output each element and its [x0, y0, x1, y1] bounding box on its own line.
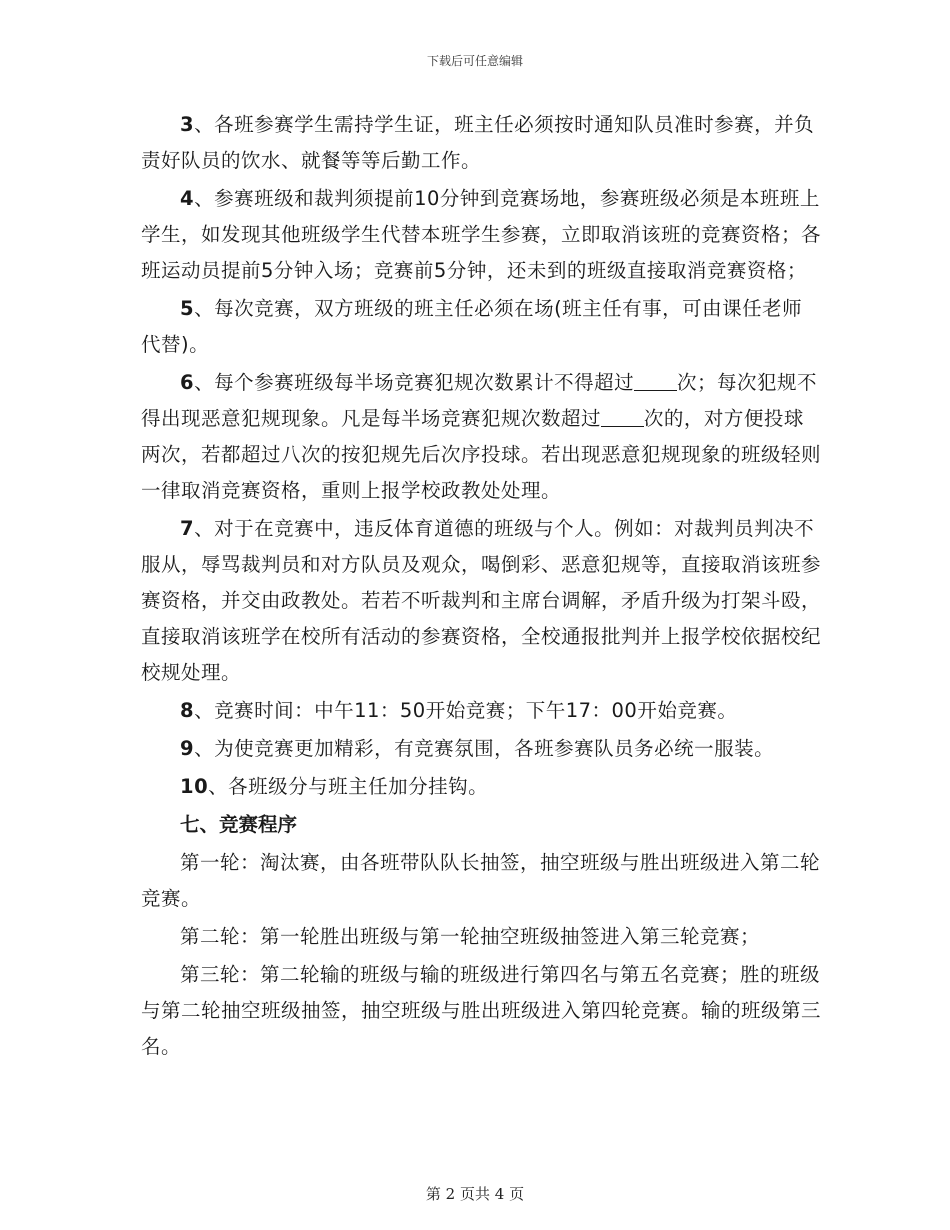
rule-3 [141, 107, 821, 179]
rule-text: 次的，对方便投球两次，若都超过八次的按犯规先后次序投球。若出现恶意犯规现象的班级轻则一律取消竞赛资格，重则上报学校政教处处理。 [141, 407, 822, 502]
rule-text: 、每次竞赛，双方班级的班主任必须在场(班主任有事，可由课任老师代替)。 [141, 297, 803, 356]
rule-number: 9 [180, 737, 195, 760]
rule-5 [141, 291, 821, 363]
document-body [141, 107, 821, 1065]
rule-4 [141, 181, 821, 289]
round-2: 第二轮：第一轮胜出班级与第一轮抽空班级抽签进入第三轮竞赛； [180, 925, 761, 948]
round-3: 第三轮：第二轮输的班级与输的班级进行第四名与第五名竞赛；胜的班级与第二轮抽空班级抽签，抽空班级与胜出班级进入第四轮竞赛。输的班级第三名。 [141, 963, 822, 1058]
rule-9 [141, 731, 821, 767]
rule-text: 、每个参赛班级每半场竞赛犯规次数累计不得超过 [194, 371, 635, 394]
fill-in-blank [601, 407, 644, 428]
rule-text: 、竞赛时间：中午11：50开始竞赛；下午17：00开始竞赛。 [194, 699, 738, 722]
rule-text: 、各班参赛学生需持学生证，班主任必须按时通知队员准时参赛，并负责好队员的饮水、就餐等等后勤工作。 [141, 113, 815, 172]
rule-text: 次；每次犯规不得出现恶意犯规现象。凡是每半场竞赛犯规次数超过 [141, 371, 817, 430]
rule-number: 6 [180, 371, 195, 394]
page-header: 下载后可任意编辑 [426, 54, 523, 68]
rule-text: 、参赛班级和裁判须提前10分钟到竞赛场地，参赛班级必须是本班班上学生，如发现其他班级学生代替本班学生参赛，立即取消该班的竞赛资格；各班运动员提前5分钟入场；竞赛前5分钟，还未到的班级直接取消竞赛资格； [141, 187, 822, 282]
rule-number: 4 [180, 187, 195, 210]
rule-number: 5 [180, 297, 195, 320]
rule-text: 、对于在竞赛中，违反体育道德的班级与个人。例如：对裁判员判决不服从，辱骂裁判员和对方队员及观众，喝倒彩、恶意犯规等，直接取消该班参赛资格，并交由政教处。若若不听裁判和主席台调解，矛盾升级为打架斗殴，直接取消该班学在校所有活动的参赛资格，全校通报批判并上报学校依据校纪校规处理。 [141, 517, 822, 684]
rule-number: 8 [180, 699, 195, 722]
page-footer: 第 2 页共 4 页 [425, 1185, 525, 1203]
fill-in-blank [634, 371, 677, 392]
rule-text: 、各班级分与班主任加分挂钩。 [208, 775, 489, 798]
rule-number: 7 [180, 517, 195, 540]
rule-6 [141, 365, 821, 509]
rule-text: 、为使竞赛更加精彩，有竞赛氛围，各班参赛队员务必统一服装。 [194, 737, 775, 760]
rule-number: 10 [180, 775, 209, 798]
section-heading: 七、竞赛程序 [180, 813, 298, 836]
rule-number: 3 [180, 113, 195, 136]
rule-7 [141, 511, 821, 691]
rule-10 [141, 769, 821, 805]
rule-8 [141, 693, 821, 729]
round-1: 第一轮：淘汰赛，由各班带队队长抽签，抽空班级与胜出班级进入第二轮竞赛。 [141, 851, 821, 910]
